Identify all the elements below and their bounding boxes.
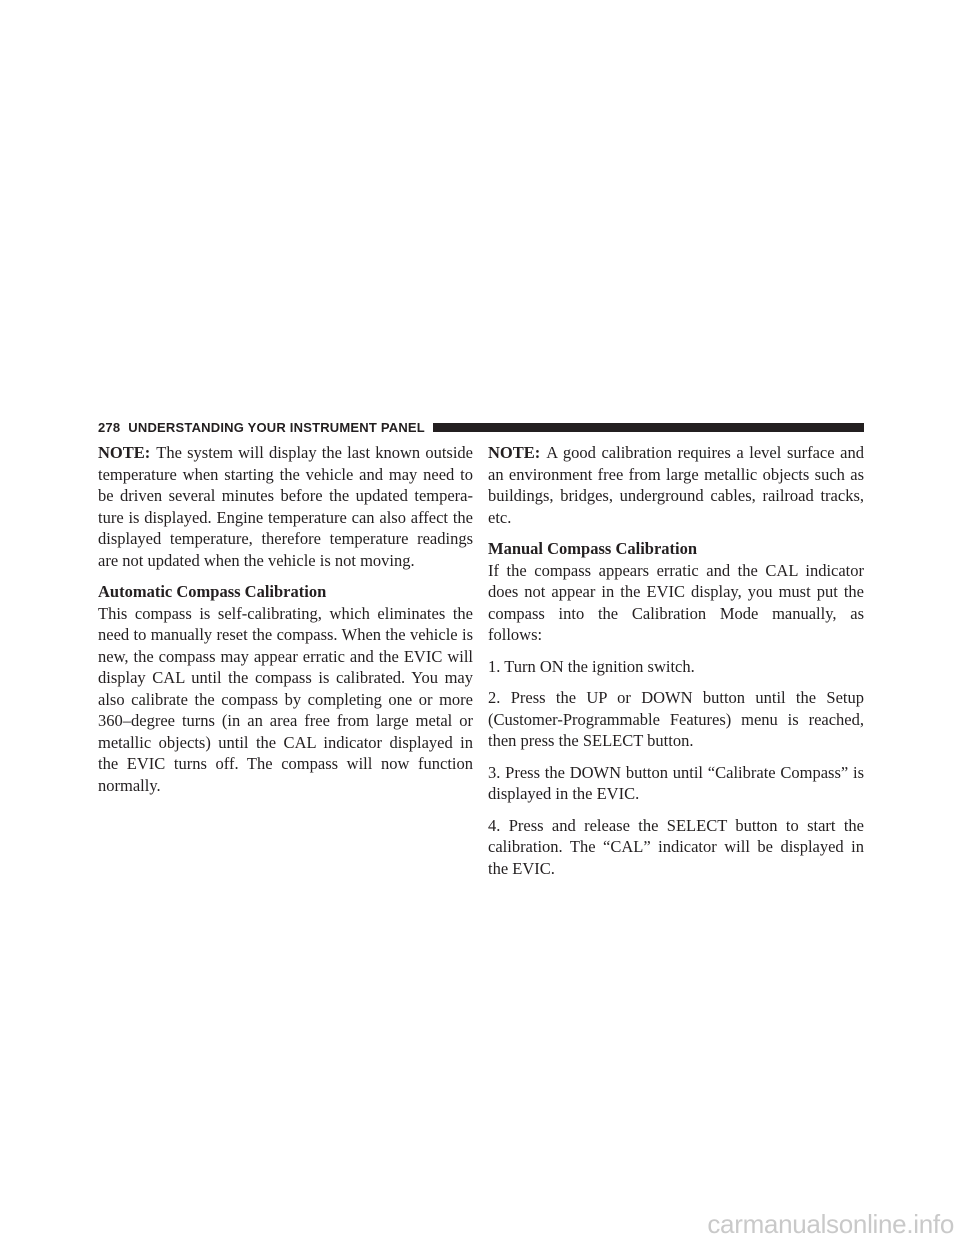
note-text: The system will display the last known outside temperature when starting the vehicle and may need to be driven several minutes before the updated tempera-ture is displayed. Engine temperature can also affect the displayed temperature, therefore temperature readings are not updated when the vehicle is not moving. (98, 443, 473, 570)
page-number: 278 (98, 419, 121, 435)
manual-calibration-heading: Manual Compass Calibration (488, 539, 698, 558)
step-item: 1. Turn ON the ignition switch. (488, 656, 695, 676)
right-column (488, 442, 864, 889)
manual-calibration-intro: If the compass appears erratic and the CAL indicator does not appear in the EVIC display, you must put the compass into the Calibration Mode manually, as follows: (488, 560, 864, 644)
note-label: NOTE: (98, 443, 151, 462)
step-item: 4. Press and release the SELECT button to start the calibration. The “CAL” indicator will be displayed in the EVIC. (488, 815, 864, 878)
page-header (98, 417, 864, 437)
step-item: 3. Press the DOWN button until “Calibrate Compass” is displayed in the EVIC. (488, 762, 864, 803)
note-paragraph (488, 442, 864, 528)
note-label: NOTE: (488, 443, 541, 462)
step-item: 2. Press the UP or DOWN button until the Setup (Customer-Programmable Features) menu is reached, then press the SELECT button. (488, 688, 864, 750)
left-column (98, 442, 473, 806)
automatic-calibration-text: This compass is self-calibrating, which eliminates the need to manually reset the compass. When the vehicle is new, the compass may appear erratic and the EVIC will display CAL until the compass is calibrated. You may also calibrate the compass by completing one or more 360–degree turns (in an area free from large metal or metallic objects) until the CAL indicator displayed in the EVIC turns off. The compass will now function normally. (98, 603, 473, 795)
section-title: UNDERSTANDING YOUR INSTRUMENT PANEL (128, 419, 425, 435)
site-watermark: carmanualsonline.info (707, 1209, 954, 1239)
automatic-calibration-heading: Automatic Compass Calibration (98, 582, 327, 601)
note-paragraph (98, 442, 473, 571)
note-text: A good calibration requires a level surface and an environment free from large metallic objects such as buildings, bridges, underground cables, railroad tracks, etc. (488, 443, 864, 527)
header-rule (433, 423, 864, 432)
